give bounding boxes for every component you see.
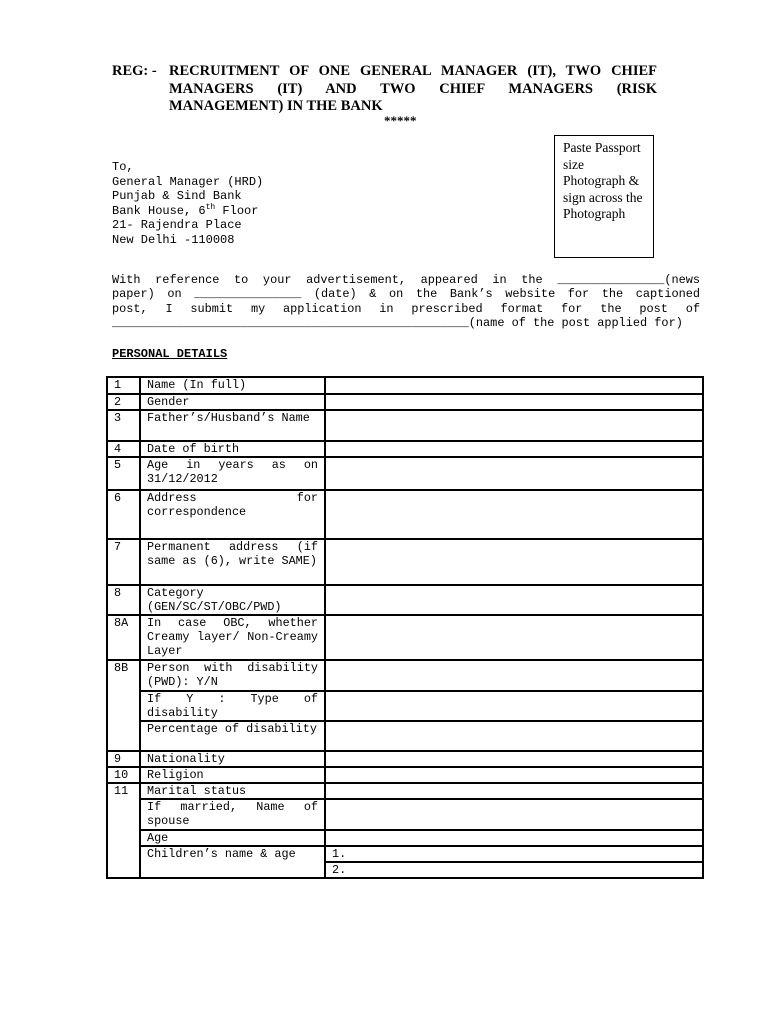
document-heading [112, 63, 657, 116]
personal-details-table [106, 376, 704, 879]
address-line-2: Punjab & Sind Bank [112, 189, 242, 204]
table-row [107, 660, 703, 691]
field-label-correspondence-address: Address for correspondence [140, 490, 325, 539]
table-row [107, 783, 703, 799]
field-value-spouse-age[interactable] [325, 830, 703, 846]
paragraph-line-3: post, I submit my application in prescribed format for the post of [112, 301, 700, 316]
row-number: 3 [107, 410, 140, 441]
field-value-age[interactable] [325, 457, 703, 490]
row-number: 8B [107, 660, 140, 751]
field-value-spouse-name[interactable] [325, 799, 703, 830]
field-label-category: Category (GEN/SC/ST/OBC/PWD) [140, 585, 325, 615]
address-line-3-post: Floor [215, 203, 259, 218]
paragraph-line-1: With reference to your advertisement, appeared in the _______________(news [112, 273, 700, 287]
address-to: To, [112, 160, 134, 174]
table-row [107, 615, 703, 660]
field-value-disability-percentage[interactable] [325, 721, 703, 751]
field-label-name: Name (In full) [140, 377, 325, 394]
address-line-3 [112, 204, 263, 219]
row-number: 10 [107, 767, 140, 783]
field-value-obc-creamy-layer[interactable] [325, 615, 703, 660]
heading-line-1: RECRUITMENT OF ONE GENERAL MANAGER (IT), TWO CHIEF [169, 63, 657, 79]
row-number: 4 [107, 441, 140, 457]
field-value-name[interactable] [325, 377, 703, 394]
heading-line-3: MANAGEMENT) IN THE BANK [169, 98, 383, 114]
field-value-religion[interactable] [325, 767, 703, 783]
table-row [107, 721, 703, 751]
row-number: 8 [107, 585, 140, 615]
table-row [107, 490, 703, 539]
paragraph-line-2: paper) on _______________ (date) & on the Bank’s website for the captioned [112, 287, 700, 302]
row-number: 9 [107, 751, 140, 767]
table-row [107, 799, 703, 830]
field-label-pwd: Person with disability (PWD): Y/N [140, 660, 325, 691]
table-row [107, 585, 703, 615]
field-value-father-husband-name[interactable] [325, 410, 703, 441]
field-label-spouse-age: Age [140, 830, 325, 846]
field-label-disability-type: If Y : Type of disability [140, 691, 325, 721]
heading-line-2: MANAGERS (IT) AND TWO CHIEF MANAGERS (RISK [169, 80, 657, 97]
table-row [107, 441, 703, 457]
field-label-marital-status: Marital status [140, 783, 325, 799]
row-number: 1 [107, 377, 140, 394]
field-label-obc-creamy-layer: In case OBC, whether Creamy layer/ Non-Creamy Layer [140, 615, 325, 660]
heading-separator: ***** [384, 113, 417, 128]
field-label-nationality: Nationality [140, 751, 325, 767]
field-label-date-of-birth: Date of birth [140, 441, 325, 457]
photo-box[interactable] [554, 135, 654, 258]
address-line-4: 21- Rajendra Place [112, 218, 242, 233]
field-label-gender: Gender [140, 394, 325, 410]
photo-box-line-3: Photograph & [563, 173, 640, 188]
field-label-children: Children’s name & age [140, 846, 325, 878]
field-label-permanent-address: Permanent address (if same as (6), write SAME) [140, 539, 325, 585]
field-value-category[interactable] [325, 585, 703, 615]
table-row [107, 394, 703, 410]
field-value-nationality[interactable] [325, 751, 703, 767]
table-row [107, 751, 703, 767]
field-value-pwd[interactable] [325, 660, 703, 691]
reg-prefix: REG: - [112, 63, 157, 79]
field-label-disability-percentage: Percentage of disability [140, 721, 325, 751]
row-number: 5 [107, 457, 140, 490]
field-value-child-2[interactable]: 2. [325, 862, 703, 878]
table-row [107, 691, 703, 721]
row-number: 6 [107, 490, 140, 539]
field-value-correspondence-address[interactable] [325, 490, 703, 539]
field-value-disability-type[interactable] [325, 691, 703, 721]
reference-paragraph [112, 273, 700, 330]
section-title: PERSONAL DETAILS [112, 347, 228, 361]
field-label-religion: Religion [140, 767, 325, 783]
field-value-gender[interactable] [325, 394, 703, 410]
photo-box-line-4: sign across the [563, 189, 643, 205]
photo-box-line-5: Photograph [563, 206, 626, 221]
address-line-5: New Delhi -110008 [112, 232, 235, 247]
recipient-address [112, 160, 263, 248]
table-row [107, 377, 703, 394]
row-number: 11 [107, 783, 140, 878]
field-label-spouse-name: If married, Name of spouse [140, 799, 325, 830]
row-number: 7 [107, 539, 140, 585]
row-number: 2 [107, 394, 140, 410]
table-row [107, 410, 703, 441]
field-value-child-1[interactable]: 1. [325, 846, 703, 862]
table-row [107, 830, 703, 846]
paragraph-line-4: __________________________________________________(name of the post applied for) [112, 315, 683, 330]
field-value-permanent-address[interactable] [325, 539, 703, 585]
field-value-marital-status[interactable] [325, 783, 703, 799]
row-number: 8A [107, 615, 140, 660]
table-row [107, 457, 703, 490]
table-row [107, 846, 703, 862]
address-line-3-sup: th [205, 202, 216, 212]
photo-box-line-1: Paste Passport [563, 140, 641, 155]
address-line-1: General Manager (HRD) [112, 174, 264, 189]
field-value-date-of-birth[interactable] [325, 441, 703, 457]
address-line-3-main: Bank House, 6 [112, 203, 206, 218]
field-label-age: Age in years as on 31/12/2012 [140, 457, 325, 490]
photo-box-line-2: size [563, 156, 584, 172]
table-row [107, 767, 703, 783]
field-label-father-husband-name: Father’s/Husband’s Name [140, 410, 325, 441]
table-row [107, 539, 703, 585]
